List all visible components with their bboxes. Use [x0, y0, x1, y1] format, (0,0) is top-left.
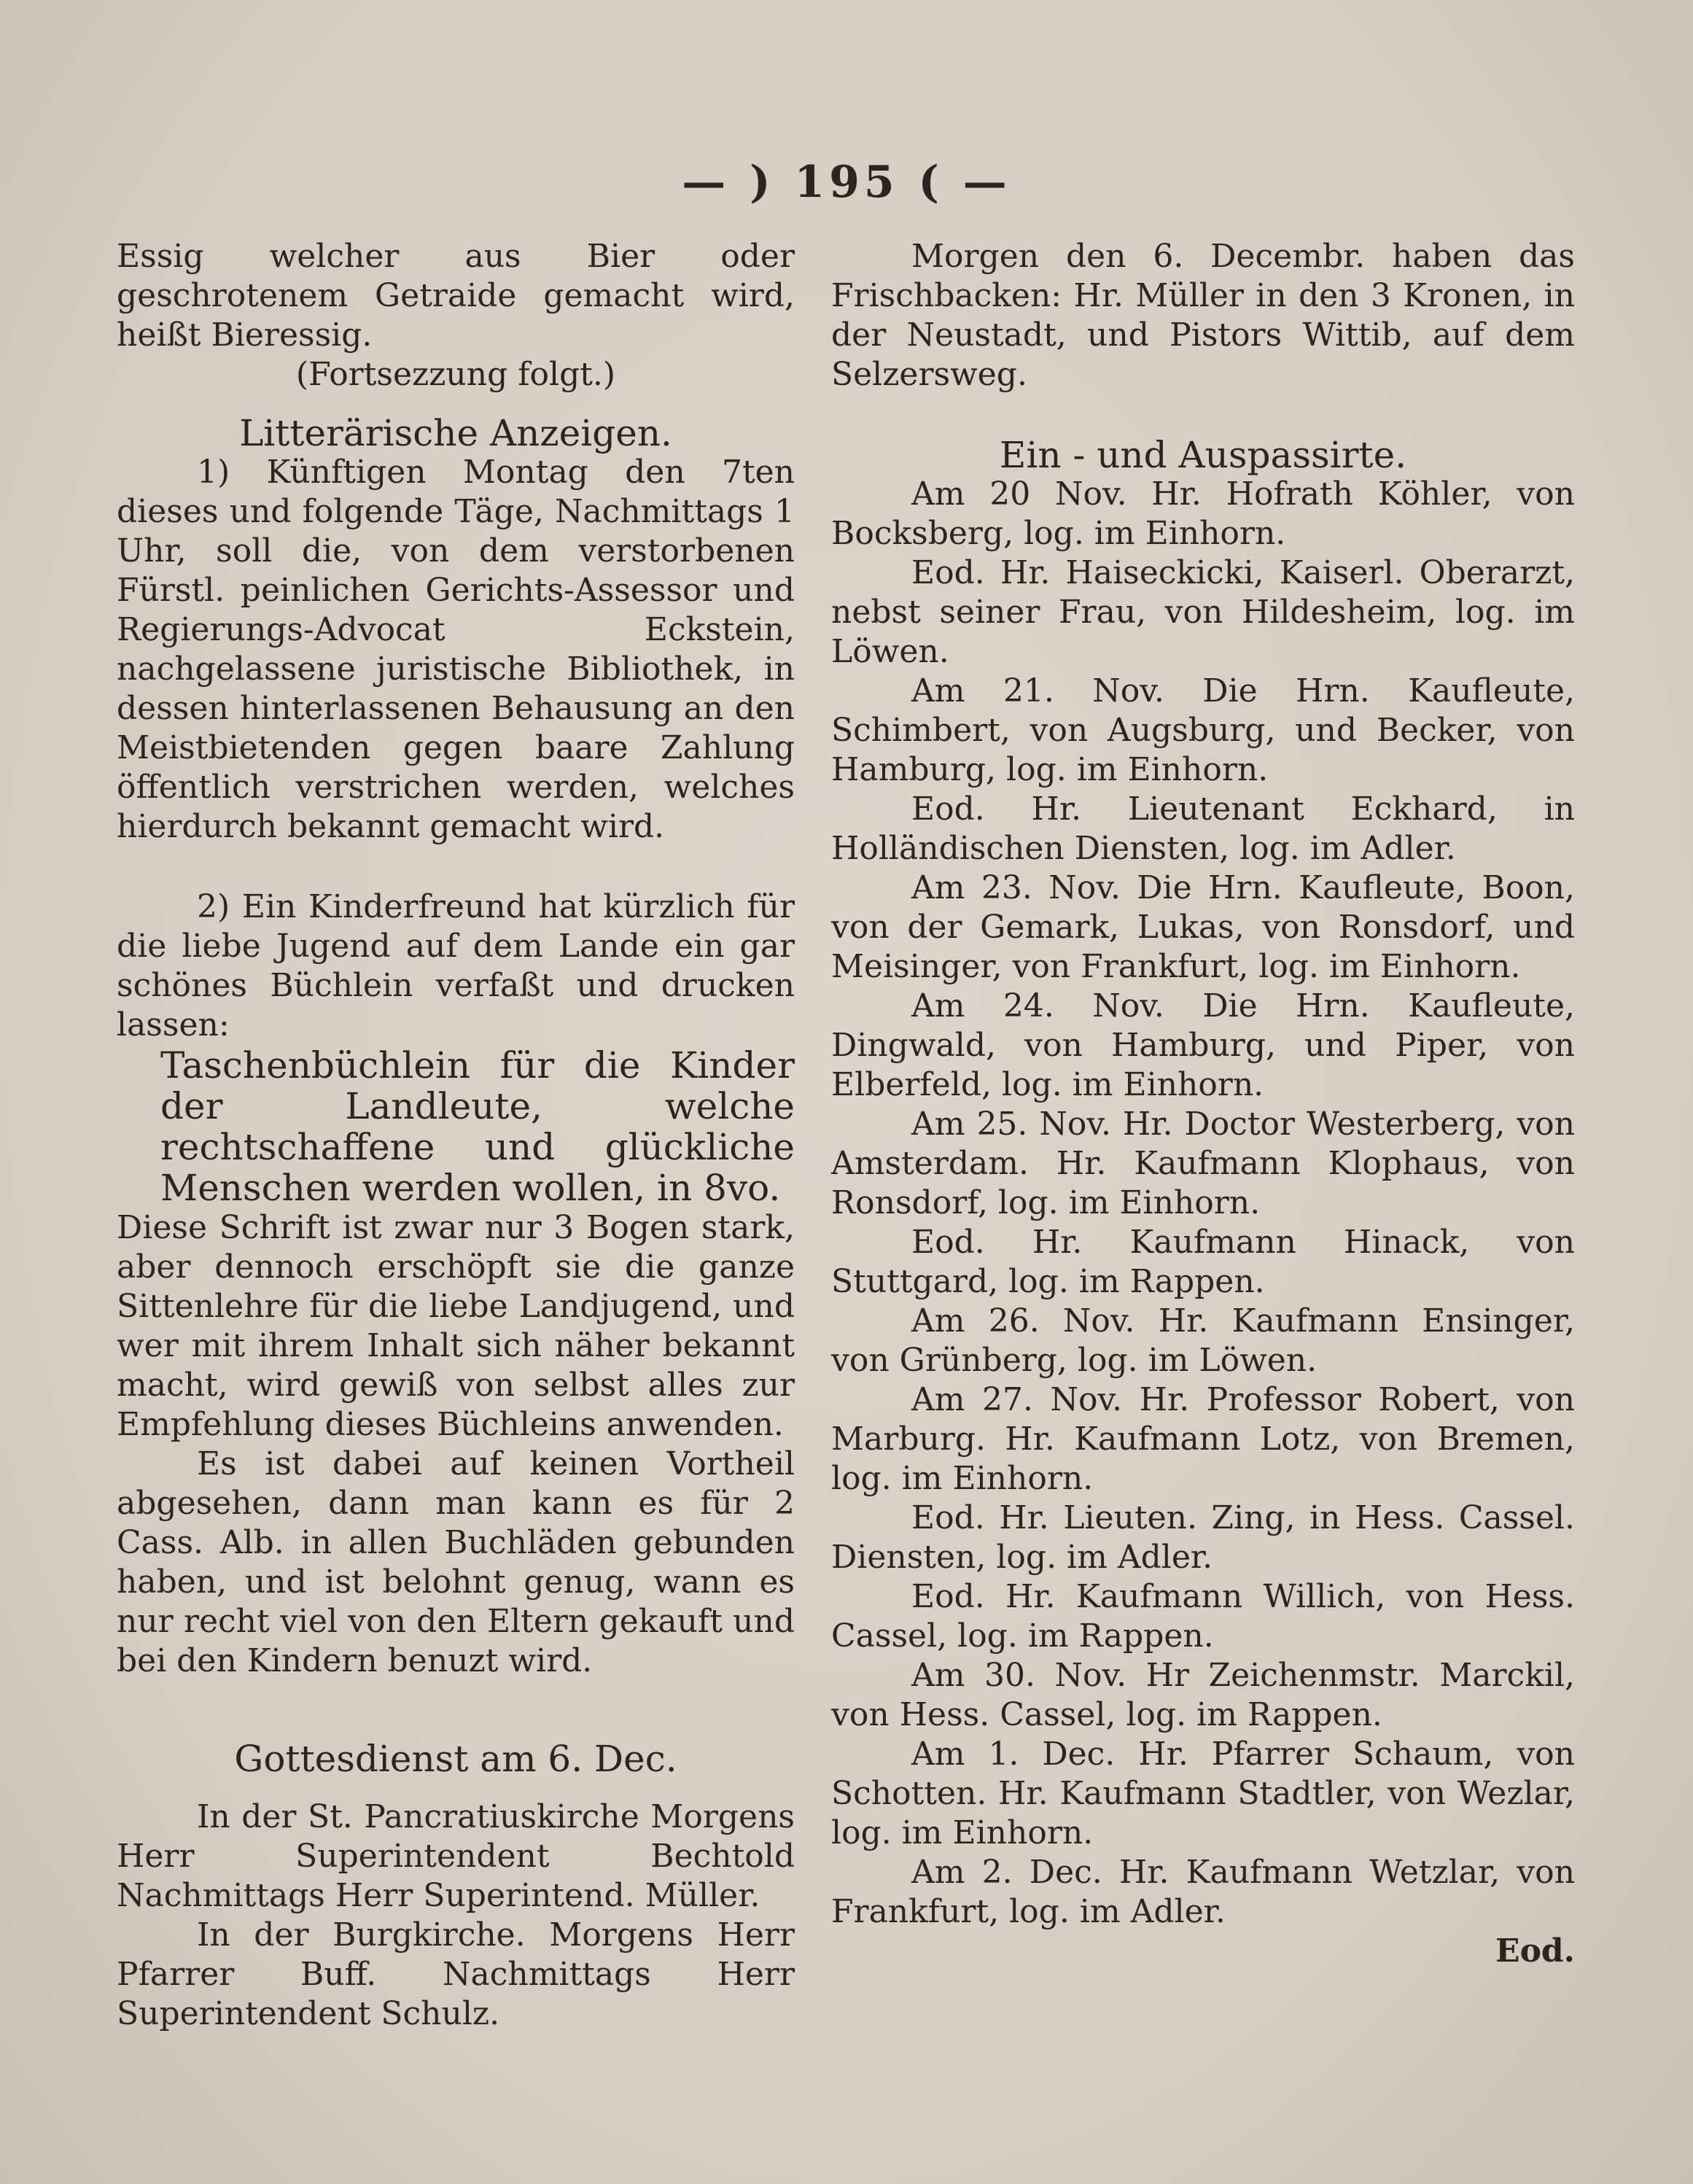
traveler-entry: Eod. Hr. Haiseckicki, Kaiserl. Oberarzt, nebst seiner Frau, von Hildesheim, log. im Löwen. — [831, 554, 1575, 670]
catchword: Eod. — [1495, 1932, 1575, 1970]
church-service-heading: Gottesdienst am 6. Dec. — [234, 1738, 677, 1780]
traveler-entry: Eod. Hr. Lieuten. Zing, in Hess. Cassel. Diensten, log. im Adler. — [831, 1499, 1575, 1576]
continued-note: (Fortsezzung folgt.) — [295, 356, 616, 393]
announcement-2-intro: 2) Ein Kinderfreund hat kürzlich für die liebe Jugend auf dem Lande ein gar schönes Büchlein verfaßt und drucken lassen: — [117, 888, 795, 1044]
book-title: Taschenbüchlein für die Kinder der Landleute, welche rechtschaffene und glückliche Menschen werden wollen, in 8vo. — [160, 1044, 795, 1209]
traveler-entry: Am 30. Nov. Hr Zeichenmstr. Marckil, von Hess. Cassel, log. im Rappen. — [831, 1657, 1575, 1733]
carryover-paragraph: Essig welcher aus Bier oder geschrotenem Getraide gemacht wird, heißt Bieressig. — [117, 238, 795, 354]
announcement-2-body: Diese Schrift ist zwar nur 3 Bogen stark, aber dennoch erschöpft sie die ganze Sittenlehre für die liebe Landjugend, und wer mit ihrem Inhalt sich näher bekannt macht, wird gewiß von selbst alles zur Empfehlung dieses Büchleins anwenden. — [117, 1209, 795, 1443]
traveler-entry: Eod. Hr. Lieutenant Eckhard, in Holländischen Diensten, log. im Adler. — [831, 790, 1575, 867]
traveler-entry: Am 24. Nov. Die Hrn. Kaufleute, Dingwald, von Hamburg, und Piper, von Elberfeld, log. im Einhorn. — [831, 987, 1575, 1103]
service-pancratius: In der St. Pancratiuskirche Morgens Herr Superintendent Bechtold Nachmittags Herr Superintend. Müller. — [117, 1798, 795, 1914]
traveler-entry: Eod. Hr. Kaufmann Hinack, von Stuttgard, log. im Rappen. — [831, 1224, 1575, 1300]
traveler-entry: Am 21. Nov. Die Hrn. Kaufleute, Schimbert, von Augsburg, und Becker, von Hamburg, log. im Einhorn. — [831, 672, 1575, 788]
traveler-entry: Am 2. Dec. Hr. Kaufmann Wetzlar, von Frankfurt, log. im Adler. — [831, 1854, 1575, 1930]
traveler-entry: Eod. Hr. Kaufmann Willich, von Hess. Cassel, log. im Rappen. — [831, 1578, 1575, 1655]
traveler-entry: Am 27. Nov. Hr. Professor Robert, von Marburg. Hr. Kaufmann Lotz, von Bremen, log. im Einhorn. — [831, 1381, 1575, 1497]
literary-announcements-heading: Litterärische Anzeigen. — [239, 412, 672, 454]
bakers-notice: Morgen den 6. Decembr. haben das Frischbacken: Hr. Müller in den 3 Kronen, in der Neustadt, und Pistors Wittib, auf dem Selzersweg. — [831, 238, 1575, 393]
traveler-entry: Am 26. Nov. Hr. Kaufmann Ensinger, von Grünberg, log. im Löwen. — [831, 1302, 1575, 1379]
announcement-1: 1) Künftigen Montag den 7ten dieses und folgende Täge, Nachmittags 1 Uhr, soll die, von dem verstorbenen Fürstl. peinlichen Gerichts-Assessor und Regierungs-Advocat Eckstein, nachgelassene juristische Bibliothek, in dessen hinterlassenen Behausung an den Meistbietenden gegen baare Zahlung öffentlich verstrichen werden, welches hierdurch bekannt gemacht wird. — [117, 454, 795, 845]
right-column — [831, 237, 1575, 1971]
travelers-heading: Ein - und Auspassirte. — [999, 434, 1407, 476]
traveler-entry: Am 1. Dec. Hr. Pfarrer Schaum, von Schotten. Hr. Kaufmann Stadtler, von Wezlar, log. im Einhorn. — [831, 1736, 1575, 1851]
service-burgkirche: In der Burgkirche. Morgens Herr Pfarrer Buff. Nachmittags Herr Superintendent Schulz. — [117, 1916, 795, 2032]
traveler-entry: Am 20 Nov. Hr. Hofrath Köhler, von Bocksberg, log. im Einhorn. — [831, 475, 1575, 552]
traveler-entry: Am 23. Nov. Die Hrn. Kaufleute, Boon, von der Gemark, Lukas, von Ronsdorf, und Meisinger, von Frankfurt, log. im Einhorn. — [831, 869, 1575, 985]
traveler-entry: Am 25. Nov. Hr. Doctor Westerberg, von Amsterdam. Hr. Kaufmann Klophaus, von Ronsdorf, log. im Einhorn. — [831, 1105, 1575, 1221]
page-number: — ) 195 ( — — [682, 157, 1011, 208]
left-column — [117, 237, 795, 2034]
announcement-2-price: Es ist dabei auf keinen Vortheil abgesehen, dann man kann es für 2 Cass. Alb. in allen Buchläden gebunden haben, und ist belohnt genug, wann es nur recht viel von den Eltern gekauft und bei den Kindern benuzt wird. — [117, 1445, 795, 1679]
